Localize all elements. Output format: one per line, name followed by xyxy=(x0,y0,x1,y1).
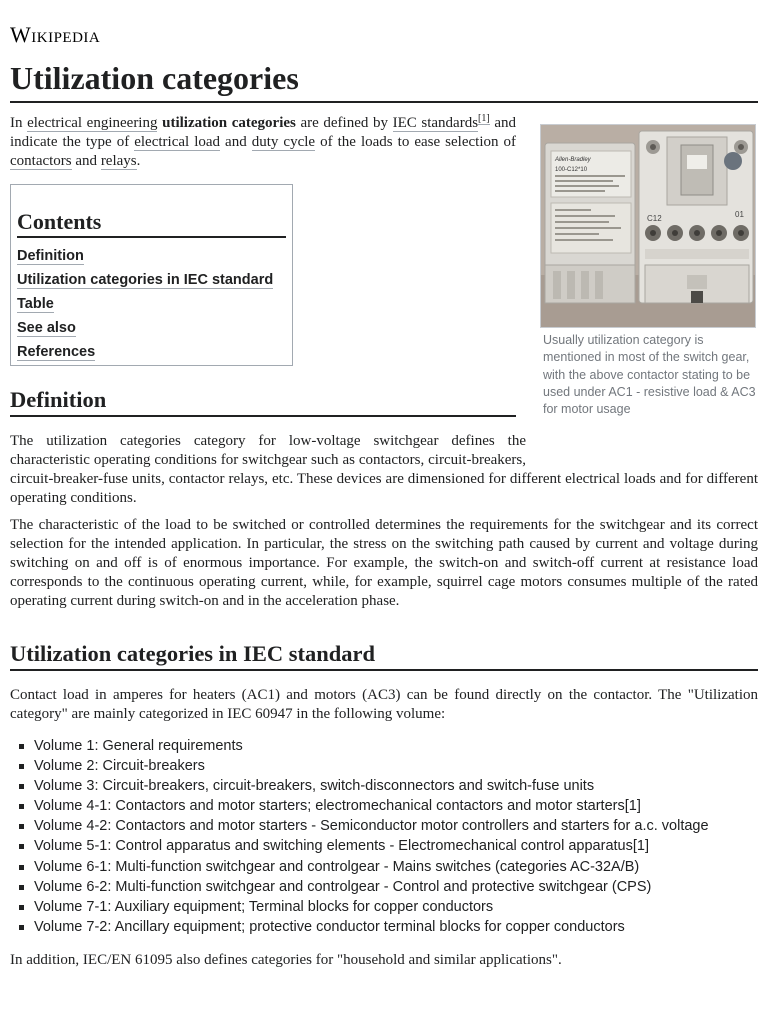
terminal-label-c12: C12 xyxy=(647,214,662,223)
intro-text: . xyxy=(136,153,141,169)
toc-item-label: Definition xyxy=(17,248,84,264)
link-electrical-engineering[interactable]: electrical engineering xyxy=(27,115,158,131)
toc-item-see-also[interactable] xyxy=(17,316,286,340)
list-item: Volume 3: Circuit-breakers, circuit-breakers, switch-disconnectors and switch-fuse units xyxy=(34,776,758,796)
page-title: Utilization categories xyxy=(10,56,758,103)
definition-paragraph-1 xyxy=(10,432,758,508)
float-spacer xyxy=(526,432,758,470)
terminal-label-01: 01 xyxy=(735,210,744,219)
list-item: Volume 7-2: Ancillary equipment; protective conductor terminal blocks for copper conductors xyxy=(34,917,758,937)
toc-item-label: See also xyxy=(17,320,76,336)
toc-list xyxy=(17,244,286,364)
figure-caption: Usually utilization category is mentioned in most of the switch gear, with the above contactor stating to be used under AC1 - resistive load & AC3 for motor usage xyxy=(543,333,756,417)
intro-text: are defined by xyxy=(295,115,393,131)
list-item: Volume 6-2: Multi-function switchgear and controlgear - Control and protective switchgear (CPS) xyxy=(34,877,758,897)
wikipedia-wordmark[interactable]: Wikipedia xyxy=(10,22,101,47)
iec-paragraph-1: Contact load in amperes for heaters (AC1) and motors (AC3) can be found directly on the contactor. The "Utilization category" are mainly categorized in IEC 60947 in the following volume: xyxy=(10,687,758,722)
iec-paragraph-2: In addition, IEC/EN 61095 also defines categories for "household and similar applications". xyxy=(10,952,562,968)
list-item: Volume 2: Circuit-breakers xyxy=(34,756,758,776)
toc-item-iec-standard[interactable] xyxy=(17,268,286,292)
toc-item-label: References xyxy=(17,344,96,360)
intro-text: and xyxy=(220,134,252,150)
definition-text-1: The utilization categories category for low-voltage switchgear defines the characteristic operating conditions for switchgear such as contactors, circuit-breakers, circuit-breaker-fuse units, contactor relays, etc. These devices are dimensioned for different electrical loads and for different operating conditions. xyxy=(10,433,758,506)
toc-item-references[interactable] xyxy=(17,340,286,364)
definition-paragraph-2: The characteristic of the load to be switched or controlled determines the requirements for the switchgear and its correct selection for the intended application. In particular, the stress on the switching path caused by current and voltage during switching on and off is of enormous importance. For example, the switch-on and switch-off current at resistance load corresponds to the continuous operating current, while, for example, squirrel cage motors consumes multiple of the rated operating current during switch-on and in the acceleration phase. xyxy=(10,517,758,609)
list-item: Volume 6-1: Multi-function switchgear and controlgear - Mains switches (categories AC-32A/B) xyxy=(34,857,758,877)
intro-bold-term: utilization categories xyxy=(162,115,296,131)
section-heading-definition: Definition xyxy=(10,386,516,417)
intro-text: and xyxy=(71,153,101,169)
section-heading-iec: Utilization categories in IEC standard xyxy=(10,640,758,671)
brand-label: Allen-Bradley xyxy=(555,157,591,163)
link-iec-standards[interactable]: IEC standards xyxy=(392,115,479,131)
link-electrical-load[interactable]: electrical load xyxy=(134,134,221,150)
link-relays[interactable]: relays xyxy=(100,153,137,169)
contactor-photo[interactable] xyxy=(540,124,756,328)
list-item: Volume 5-1: Control apparatus and switching elements - Electromechanical control apparatus[1] xyxy=(34,836,758,856)
toc-item-definition[interactable] xyxy=(17,244,286,268)
toc-item-label: Table xyxy=(17,296,54,312)
list-item: Volume 1: General requirements xyxy=(34,736,758,756)
link-contactors[interactable]: contactors xyxy=(10,153,72,169)
intro-paragraph xyxy=(10,114,516,171)
toc-item-table[interactable] xyxy=(17,292,286,316)
volume-list xyxy=(10,736,758,937)
link-duty-cycle[interactable]: duty cycle xyxy=(251,134,316,150)
reference-link[interactable]: [1] xyxy=(478,113,490,124)
list-item: Volume 7-1: Auxiliary equipment; Terminal blocks for copper conductors xyxy=(34,897,758,917)
intro-text: In xyxy=(10,115,28,131)
toc-item-label: Utilization categories in IEC standard xyxy=(17,272,274,288)
table-of-contents xyxy=(10,184,293,366)
intro-text: and indicate the type of xyxy=(10,115,516,150)
figure xyxy=(540,124,756,418)
list-item: Volume 4-2: Contactors and motor starters - Semiconductor motor controllers and starters for a.c. voltage xyxy=(34,816,758,836)
model-label: 100-C12*10 xyxy=(555,167,588,173)
list-item: Volume 4-1: Contactors and motor starters; electromechanical contactors and motor starters[1] xyxy=(34,796,758,816)
intro-text: of the loads to ease selection of xyxy=(315,134,517,150)
toc-title: Contents xyxy=(17,209,286,238)
